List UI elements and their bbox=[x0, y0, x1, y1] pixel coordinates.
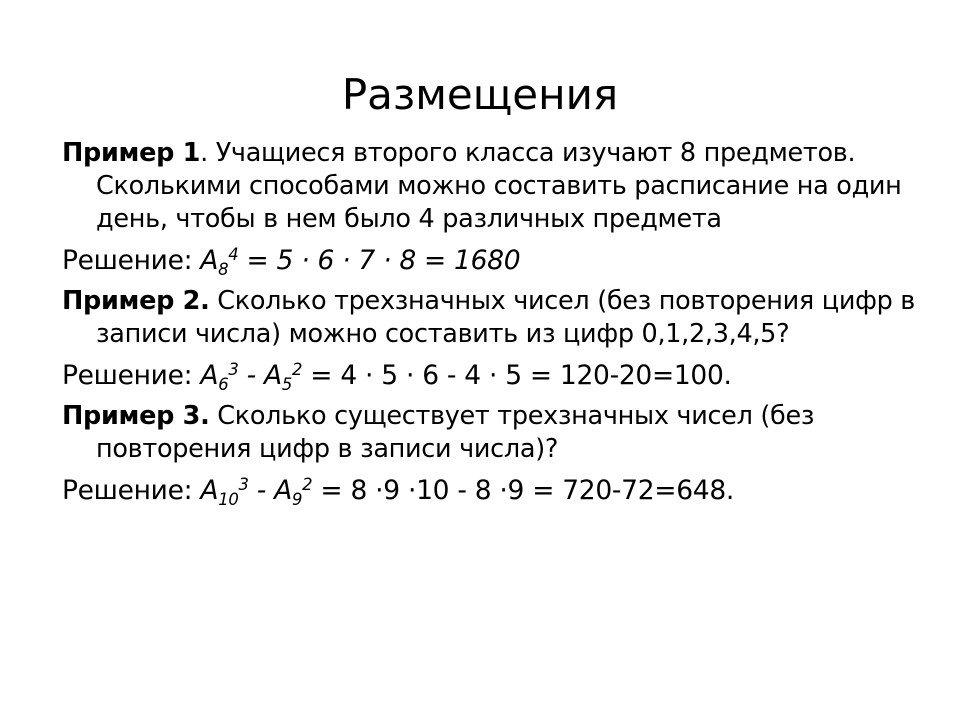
solution-3-eq-sign: = bbox=[312, 475, 351, 506]
example-2-label: Пример 2. bbox=[62, 286, 210, 316]
solution-3-a1-sub: 10 bbox=[218, 489, 239, 509]
solution-2-formula bbox=[200, 359, 341, 394]
solution-1-eq: = 5 · 6 · 7 · 8 = 1680 bbox=[238, 245, 521, 276]
solution-3-calc: 8 ·9 ·10 - 8 ·9 = 720-72=648. bbox=[350, 475, 735, 506]
solution-1 bbox=[62, 244, 922, 277]
example-2-text: Сколько трехзначных чисел (без повторения цифр в записи числа) можно составить из цифр 0,1,2,3,4,5? bbox=[96, 286, 916, 349]
solution-2-a1-sup: 3 bbox=[228, 359, 239, 379]
slide-title: Размещения bbox=[341, 70, 619, 119]
example-1-punct: . bbox=[200, 138, 208, 168]
slide-body bbox=[62, 137, 922, 507]
solution-3-a2-sup: 2 bbox=[302, 474, 313, 494]
example-1-text: Учащиеся второго класса изучают 8 предметов. Сколькими способами можно составить расписание на один день, чтобы в нем было 4 различных предмета bbox=[96, 138, 902, 234]
solution-2-prefix: Решение: bbox=[62, 360, 201, 391]
solution-3-a2: A bbox=[274, 475, 292, 506]
example-2 bbox=[62, 285, 922, 351]
solution-2-minus: - bbox=[238, 360, 265, 391]
solution-1-prefix: Решение: bbox=[62, 245, 193, 276]
solution-2-a2: A bbox=[264, 360, 282, 391]
solution-3-minus: - bbox=[248, 475, 275, 506]
solution-2-calc: 4 · 5 · 6 - 4 · 5 = 120-20=100. bbox=[340, 360, 732, 391]
solution-3-a1: A bbox=[200, 475, 219, 506]
solution-2-a1: A bbox=[200, 360, 219, 391]
solution-2-a1-sub: 6 bbox=[218, 374, 229, 394]
solution-2-eq-sign: = bbox=[302, 360, 341, 391]
solution-2 bbox=[62, 359, 922, 392]
example-1 bbox=[62, 137, 922, 236]
solution-3-a2-sub: 9 bbox=[292, 489, 303, 509]
solution-2-a2-sub: 5 bbox=[281, 374, 293, 394]
solution-3-a1-sup: 3 bbox=[238, 474, 249, 494]
solution-1-a: A bbox=[200, 245, 219, 276]
example-3-text: Сколько существует трехзначных чисел (без повторения цифр в записи числа)? bbox=[96, 401, 815, 464]
example-3-label: Пример 3. bbox=[62, 401, 210, 431]
example-1-label: Пример 1 bbox=[62, 138, 201, 168]
solution-3 bbox=[62, 474, 922, 507]
solution-1-formula bbox=[200, 244, 521, 279]
solution-3-prefix: Решение: bbox=[62, 475, 201, 506]
solution-3-formula bbox=[200, 474, 351, 509]
solution-1-a-sub: 8 bbox=[218, 259, 229, 279]
solution-1-a-sup: 4 bbox=[228, 244, 239, 264]
solution-2-a2-sup: 2 bbox=[292, 359, 303, 379]
example-3 bbox=[62, 400, 922, 466]
